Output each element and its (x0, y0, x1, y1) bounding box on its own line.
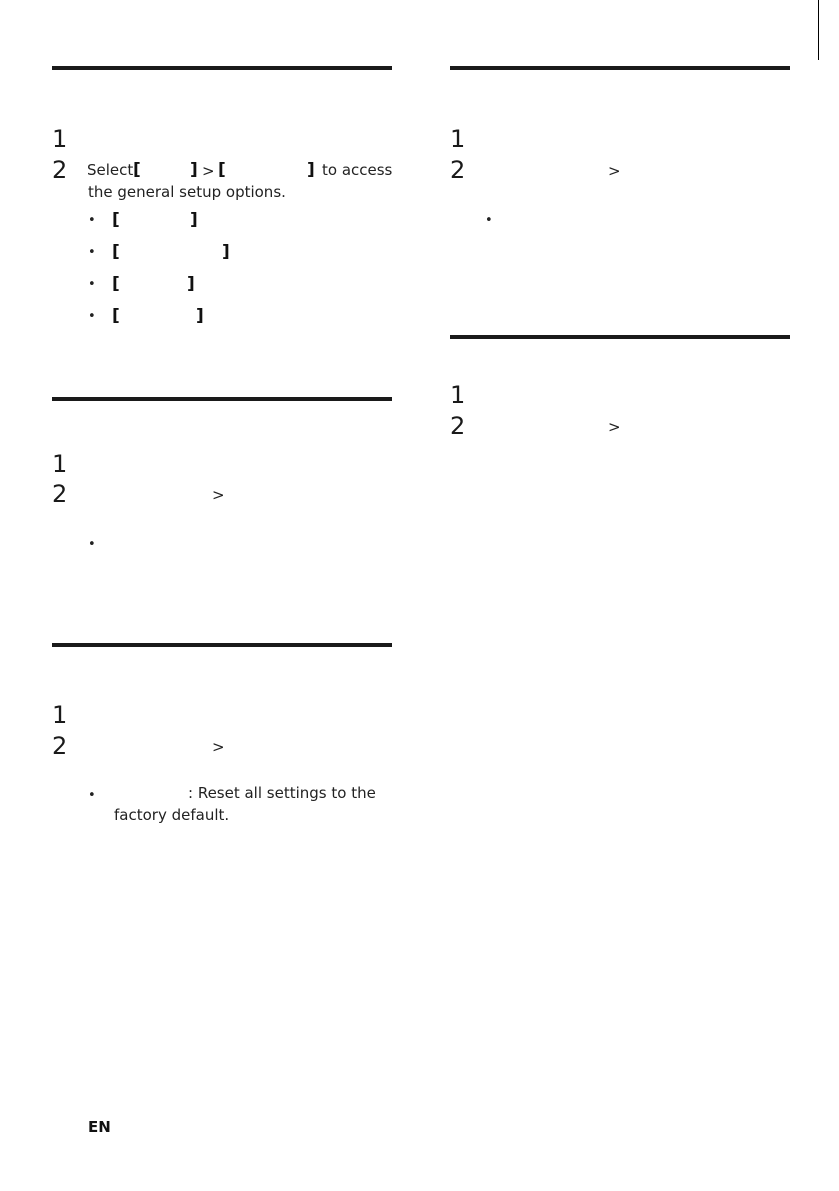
bullet: • (88, 537, 96, 552)
crop-mark (818, 0, 819, 60)
menu-separator: > (202, 162, 215, 180)
step-number: 1 (52, 701, 68, 729)
step-text: the general setup options. (88, 183, 286, 201)
section-divider (52, 643, 392, 647)
step-number: 2 (450, 412, 466, 440)
bracket-open: [ (218, 160, 226, 180)
bracket-close: ] (307, 160, 315, 180)
language-code: EN (88, 1118, 111, 1136)
bracket-close: ] (196, 306, 204, 326)
step-number: 2 (52, 156, 68, 184)
menu-separator: > (212, 738, 225, 756)
step-number: 1 (52, 125, 68, 153)
menu-separator: > (608, 162, 621, 180)
bullet: • (485, 213, 493, 228)
bullet: • (88, 309, 96, 324)
step-number: 1 (450, 125, 466, 153)
menu-separator: > (212, 486, 225, 504)
step-text: to access (322, 161, 393, 179)
bracket-open: [ (112, 210, 120, 230)
section-divider (450, 335, 790, 339)
section-divider (52, 66, 392, 70)
bracket-open: [ (112, 306, 120, 326)
step-number: 1 (450, 381, 466, 409)
step-number: 2 (450, 156, 466, 184)
bracket-open: [ (112, 274, 120, 294)
section-divider (52, 397, 392, 401)
step-number: 2 (52, 480, 68, 508)
bracket-close: ] (187, 274, 195, 294)
bracket-close: ] (190, 160, 198, 180)
section-divider (450, 66, 790, 70)
bullet-text: : Reset all settings to the (188, 784, 376, 802)
bullet: • (88, 788, 96, 803)
bullet: • (88, 245, 96, 260)
bullet: • (88, 277, 96, 292)
step-number: 1 (52, 450, 68, 478)
step-number: 2 (52, 732, 68, 760)
menu-separator: > (608, 418, 621, 436)
bullet-text: factory default. (114, 806, 230, 824)
bracket-open: [ (133, 160, 141, 180)
bracket-close: ] (190, 210, 198, 230)
bullet: • (88, 213, 96, 228)
bracket-close: ] (222, 242, 230, 262)
step-text: Select (87, 161, 134, 179)
bracket-open: [ (112, 242, 120, 262)
